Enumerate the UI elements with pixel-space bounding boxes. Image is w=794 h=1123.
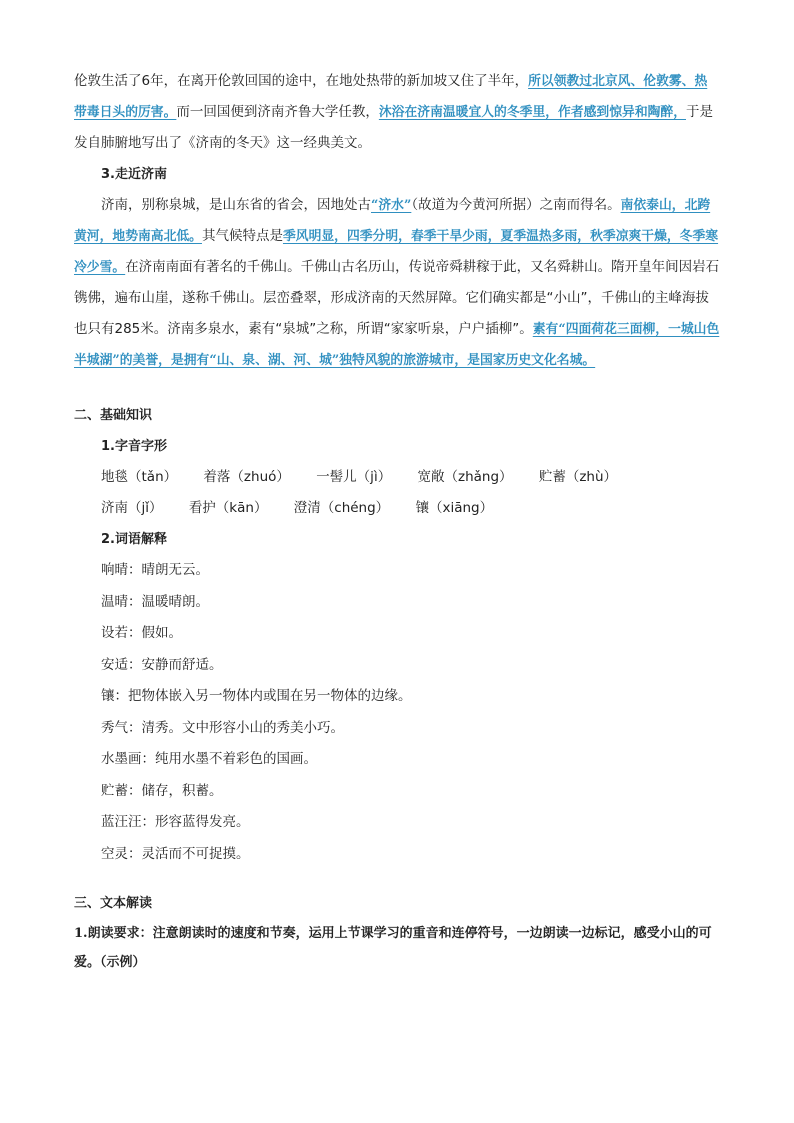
vocabulary-item: 蓝汪汪：形容蓝得发亮。 xyxy=(101,814,250,830)
pronunciation-item: 看护（kān） xyxy=(188,500,268,516)
intro-highlight: 沐浴在济南温暖宜人的冬季里，作者感到惊异和陶醉， xyxy=(378,105,686,120)
pronunciation-item: 镶（xiāng） xyxy=(415,500,494,516)
pronunciation-item: 澄清（chéng） xyxy=(293,500,390,516)
vocabulary-item: 安适：安静而舒适。 xyxy=(101,656,223,673)
pronunciation-item: 地毯（tǎn） xyxy=(101,469,178,485)
vocabulary-item: 设若：假如。 xyxy=(101,625,182,641)
jinan-text: 济南，别称泉城，是山东省的省会，因地处古 xyxy=(101,197,371,213)
intro-text: 于是发自肺腑地写出了《济南的冬天》这一经典美文。 xyxy=(74,104,713,151)
jinan-highlight: 季风明显，四季分明，春季干旱少雨，夏季温热多雨，秋季凉爽干燥，冬季寒冷少雪。 xyxy=(74,229,719,275)
pronunciation-item: 贮蓄（zhù） xyxy=(538,469,618,485)
pronunciation-item: 宽敞（zhǎng） xyxy=(417,469,513,485)
intro-text: 而一回国便到济南齐鲁大学任教， xyxy=(176,104,379,120)
jinan-highlight: “济水” xyxy=(371,198,412,213)
vocabulary-item: 空灵：灵活而不可捉摸。 xyxy=(101,845,250,862)
intro-paragraph xyxy=(74,66,720,159)
intro-text: 伦敦生活了6年，在离开伦敦回国的途中，在地处热带的新加坡又住了半年， xyxy=(74,73,529,89)
reading-requirement: 1.朗读要求：注意朗读时的速度和节奏，运用上节课学习的重音和连停符号，一边朗读一边标记，感受小山的可爱。（示例） xyxy=(74,926,712,970)
vocabulary-item: 响晴：晴朗无云。 xyxy=(101,562,209,578)
jinan-text: （故道为今黄河所据）之南而得名。 xyxy=(411,197,621,213)
pronunciation-item: 着落（zhuó） xyxy=(203,469,290,485)
section-basic-title: 二、基础知识 xyxy=(74,408,153,423)
jinan-text: 其气候特点是 xyxy=(201,228,283,244)
jinan-highlight: 素有“四面荷花三面柳，一城山色半城湖”的美誉，是拥有“山、泉、湖、河、城”独特风貌的旅游城市，是国家历史文化名城。 xyxy=(74,322,720,368)
vocabulary-list xyxy=(74,555,720,870)
jinan-text: 在济南南面有著名的千佛山。千佛山古名历山，传说帝舜耕稼于此，又名舜耕山。隋开皇年间因岩石镌佛，遍布山崖，遂称千佛山。层峦叠翠，形成济南的天然屏障。它们确实都是“小山”，千佛山的主峰海拔也只有285米。济南多泉水，素有“泉城”之称，所谓“家家听泉，户户插柳”。 xyxy=(74,259,720,337)
pronunciation-row-2 xyxy=(74,493,720,524)
vocabulary-heading: 2.词语解释 xyxy=(101,532,167,547)
section-text-title: 三、文本解读 xyxy=(74,896,153,911)
pronunciation-item: 一髻儿（jì） xyxy=(316,469,392,485)
pronunciation-heading: 1.字音字形 xyxy=(101,439,167,454)
jinan-heading: 3.走近济南 xyxy=(101,167,167,182)
vocabulary-item: 贮蓄：储存，积蓄。 xyxy=(101,782,223,799)
jinan-paragraph xyxy=(74,190,720,376)
intro-highlight: 所以领教过北京风、伦敦雾、热带毒日头的厉害。 xyxy=(74,74,708,120)
pronunciation-row-1 xyxy=(74,462,720,493)
pronunciation-item: 济南（jǐ） xyxy=(101,500,163,516)
vocabulary-item: 秀气：清秀。文中形容小山的秀美小巧。 xyxy=(101,719,344,736)
vocabulary-item: 温晴：温暖晴朗。 xyxy=(101,593,209,610)
vocabulary-item: 水墨画：纯用水墨不着彩色的国画。 xyxy=(101,751,317,767)
jinan-highlight: 南依泰山，北跨黄河，地势南高北低。 xyxy=(74,198,711,244)
vocabulary-item: 镶：把物体嵌入另一物体内或围在另一物体的边缘。 xyxy=(101,688,412,704)
